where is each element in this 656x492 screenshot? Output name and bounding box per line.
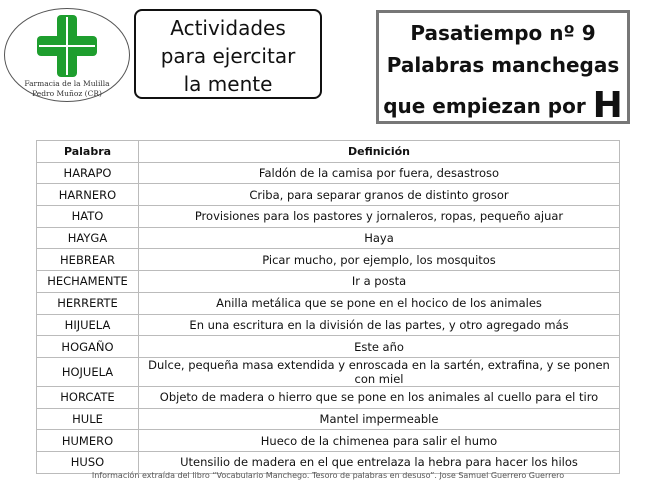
- logo-text-line1: Farmacia de la Mulilla: [24, 79, 110, 88]
- table-row: [37, 249, 620, 271]
- word-cell: HUMERO: [37, 430, 139, 452]
- definition-cell: Mantel impermeable: [139, 408, 620, 430]
- word-cell: HOJUELA: [37, 357, 139, 386]
- word-cell: HIJUELA: [37, 314, 139, 336]
- title-line3-text: que empiezan por: [383, 94, 586, 118]
- activities-box: [134, 9, 322, 99]
- activities-line3: la mente: [183, 72, 273, 96]
- table-row: [37, 206, 620, 228]
- definition-cell: Faldón de la camisa por fuera, desastroso: [139, 162, 620, 184]
- activities-line1: Actividades: [170, 16, 286, 40]
- definition-cell: Ir a posta: [139, 271, 620, 293]
- word-cell: HORCATE: [37, 386, 139, 408]
- title-letter: H: [592, 85, 623, 126]
- word-cell: HOGAÑO: [37, 336, 139, 358]
- word-cell: HUSO: [37, 451, 139, 473]
- table-row: [37, 184, 620, 206]
- table-row: [37, 386, 620, 408]
- definition-cell: En una escritura en la división de las partes, y otro agregado más: [139, 314, 620, 336]
- table-row: [37, 271, 620, 293]
- definition-cell: Utensilio de madera en el que entrelaza la hebra para hacer los hilos: [139, 451, 620, 473]
- definition-cell: Objeto de madera o hierro que se pone en los animales al cuello para el tiro: [139, 386, 620, 408]
- table-row: [37, 408, 620, 430]
- table-row: [37, 451, 620, 473]
- title-line3: [379, 85, 627, 126]
- word-cell: HATO: [37, 206, 139, 228]
- table-row: [37, 314, 620, 336]
- table-header-row: [37, 141, 620, 163]
- definition-cell: Dulce, pequeña masa extendida y enroscada en la sartén, extrafina, y se ponen con miel: [139, 357, 620, 386]
- definition-cell: Hueco de la chimenea para salir el humo: [139, 430, 620, 452]
- table-row: [37, 336, 620, 358]
- header-definicion: Definición: [139, 141, 620, 163]
- logo-text-line2: Pedro Muñoz (CR): [32, 89, 102, 98]
- table-row: [37, 430, 620, 452]
- table-row: [37, 292, 620, 314]
- source-footer: Información extraída del libro “Vocabulario Manchego. Tesoro de palabras en desuso”. Jose Samuel Guerrero Guerrero: [91, 471, 565, 480]
- definition-cell: Haya: [139, 227, 620, 249]
- pharmacy-logo: [4, 8, 130, 102]
- word-cell: HEBREAR: [37, 249, 139, 271]
- definition-cell: Anilla metálica que se pone en el hocico de los animales: [139, 292, 620, 314]
- activities-line2: para ejercitar: [160, 44, 296, 68]
- title-box: [376, 10, 630, 124]
- header-palabra: Palabra: [37, 141, 139, 163]
- definition-cell: Picar mucho, por ejemplo, los mosquitos: [139, 249, 620, 271]
- definition-cell: Este año: [139, 336, 620, 358]
- title-line1: Pasatiempo nº 9: [410, 21, 596, 45]
- word-cell: HERRERTE: [37, 292, 139, 314]
- word-cell: HAYGA: [37, 227, 139, 249]
- word-cell: HECHAMENTE: [37, 271, 139, 293]
- words-table: [36, 140, 620, 474]
- definition-cell: Provisiones para los pastores y jornaleros, ropas, pequeño ajuar: [139, 206, 620, 228]
- word-cell: HULE: [37, 408, 139, 430]
- definition-cell: Criba, para separar granos de distinto grosor: [139, 184, 620, 206]
- table-row: [37, 162, 620, 184]
- green-cross-icon: [35, 13, 99, 79]
- table-row: [37, 227, 620, 249]
- word-cell: HARNERO: [37, 184, 139, 206]
- table-row: [37, 357, 620, 386]
- word-cell: HARAPO: [37, 162, 139, 184]
- title-line2: Palabras manchegas: [386, 53, 620, 77]
